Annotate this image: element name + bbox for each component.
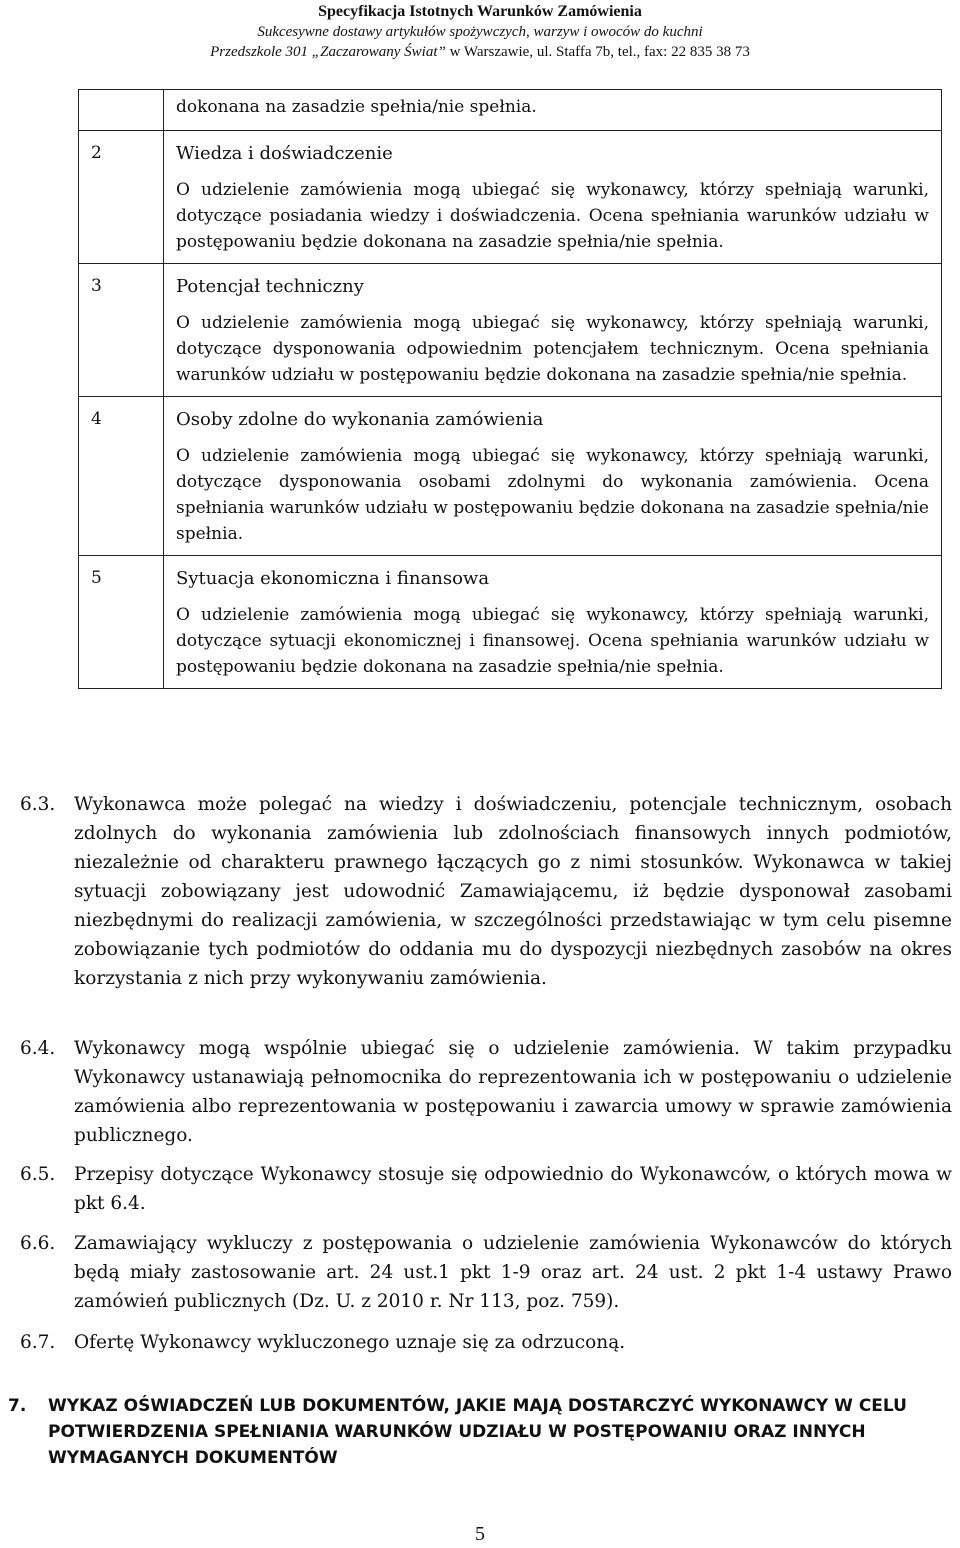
header-subject: Sukcesywne dostawy artykułów spożywczych, warzyw i owoców do kuchni xyxy=(257,24,703,40)
paragraph-text: Wykonawcy mogą wspólnie ubiegać się o udzielenie zamówienia. W takim przypadku Wykonawcy ustanawiają pełnomocnika do reprezentowania ich w postępowaniu o udzielenie zamówienia albo reprezentowania w postępowaniu i zawarcia umowy w sprawie zamówienia publicznego. xyxy=(74,1038,952,1146)
row-number-cell xyxy=(79,90,164,131)
header-address xyxy=(0,42,960,62)
paragraph-6-3 xyxy=(20,790,952,993)
page-number: 5 xyxy=(475,1523,485,1545)
paragraph-text: Przepisy dotyczące Wykonawcy stosuje się odpowiednio do Wykonawców, o których mowa w pkt 6.4. xyxy=(74,1164,952,1214)
header-institution: Przedszkole 301 „Zaczarowany Świat” xyxy=(210,44,446,60)
row-body-cell xyxy=(164,264,942,397)
row-body-cell xyxy=(164,397,942,556)
paragraph-6-5 xyxy=(20,1160,952,1218)
requirements-table xyxy=(78,89,942,689)
row-body-cell xyxy=(164,90,942,131)
paragraph-number: 6.5. xyxy=(20,1164,56,1185)
paragraph-6-7 xyxy=(20,1328,952,1357)
row-title: Osoby zdolne do wykonania zamówienia xyxy=(176,409,544,430)
header-contact: w Warszawie, ul. Staffa 7b, tel., fax: 22 835 38 73 xyxy=(445,44,750,60)
paragraph-number: 6.6. xyxy=(20,1233,56,1254)
table-row xyxy=(79,556,942,689)
row-text: O udzielenie zamówienia mogą ubiegać się wykonawcy, którzy spełniają warunki, dotyczące dysponowania odpowiednim potencjałem technicznym. Ocena spełniania warunków udziału w postępowaniu będzie dokonana na zasadzie spełnia/nie spełnia. xyxy=(176,313,929,385)
row-text: O udzielenie zamówienia mogą ubiegać się wykonawcy, którzy spełniają warunki, dotyczące dysponowania osobami zdolnymi do wykonania zamówienia. Ocena spełniania warunków udziału w postępowaniu będzie dokonana na zasadzie spełnia/nie spełnia. xyxy=(176,446,929,544)
section-number: 7. xyxy=(8,1396,27,1416)
row-title: Wiedza i doświadczenie xyxy=(176,143,393,164)
paragraph-number: 6.3. xyxy=(20,794,56,815)
row-text: dokonana na zasadzie spełnia/nie spełnia. xyxy=(176,97,537,117)
row-title: Potencjał techniczny xyxy=(176,276,364,297)
table-row xyxy=(79,397,942,556)
page-header xyxy=(0,2,960,62)
row-number: 3 xyxy=(79,264,164,397)
paragraph-6-6 xyxy=(20,1229,952,1316)
row-number: 2 xyxy=(79,131,164,264)
row-text: O udzielenie zamówienia mogą ubiegać się wykonawcy, którzy spełniają warunki, dotyczące posiadania wiedzy i doświadczenia. Ocena spełniania warunków udziału w postępowaniu będzie dokonana na zasadzie spełnia/nie spełnia. xyxy=(176,180,929,252)
table-row xyxy=(79,90,942,131)
row-body-cell xyxy=(164,131,942,264)
header-title: Specyfikacja Istotnych Warunków Zamówienia xyxy=(318,3,642,20)
row-body-cell xyxy=(164,556,942,689)
paragraph-text: Zamawiający wykluczy z postępowania o udzielenie zamówienia Wykonawców do których będą miały zastosowanie art. 24 ust.1 pkt 1-9 oraz art. 24 ust. 2 pkt 1-4 ustawy Prawo zamówień publicznych (Dz. U. z 2010 r. Nr 113, poz. 759). xyxy=(74,1233,952,1312)
paragraph-number: 6.7. xyxy=(20,1332,56,1353)
section-7-heading xyxy=(8,1393,948,1471)
paragraph-text: Ofertę Wykonawcy wykluczonego uznaje się za odrzuconą. xyxy=(74,1332,626,1353)
table-row xyxy=(79,131,942,264)
paragraph-text: Wykonawca może polegać na wiedzy i doświadczeniu, potencjale technicznym, osobach zdolnych do wykonania zamówienia lub zdolnościach finansowych innych podmiotów, niezależnie od charakteru prawnego łączących go z nimi stosunków. Wykonawca w takiej sytuacji zobowiązany jest udowodnić Zamawiającemu, iż będzie dysponował zasobami niezbędnymi do realizacji zamówienia, w szczególności przedstawiając w tym celu pisemne zobowiązanie tych podmiotów do oddania mu do dyspozycji niezbędnych zasobów na okres korzystania z nich przy wykonywaniu zamówienia. xyxy=(74,794,952,989)
section-title: WYKAZ OŚWIADCZEŃ LUB DOKUMENTÓW, JAKIE MAJĄ DOSTARCZYĆ WYKONAWCY W CELU POTWIERDZENIA SPEŁNIANIA WARUNKÓW UDZIAŁU W POSTĘPOWANIU ORAZ INNYCH WYMAGANYCH DOKUMENTÓW xyxy=(48,1396,907,1468)
paragraph-number: 6.4. xyxy=(20,1038,56,1059)
row-title: Sytuacja ekonomiczna i finansowa xyxy=(176,568,490,589)
row-number: 5 xyxy=(79,556,164,689)
row-text: O udzielenie zamówienia mogą ubiegać się wykonawcy, którzy spełniają warunki, dotyczące sytuacji ekonomicznej i finansowej. Ocena spełniania warunków udziału w postępowaniu będzie dokonana na zasadzie spełnia/nie spełnia. xyxy=(176,605,929,677)
paragraph-6-4 xyxy=(20,1034,952,1150)
row-number: 4 xyxy=(79,397,164,556)
table-row xyxy=(79,264,942,397)
